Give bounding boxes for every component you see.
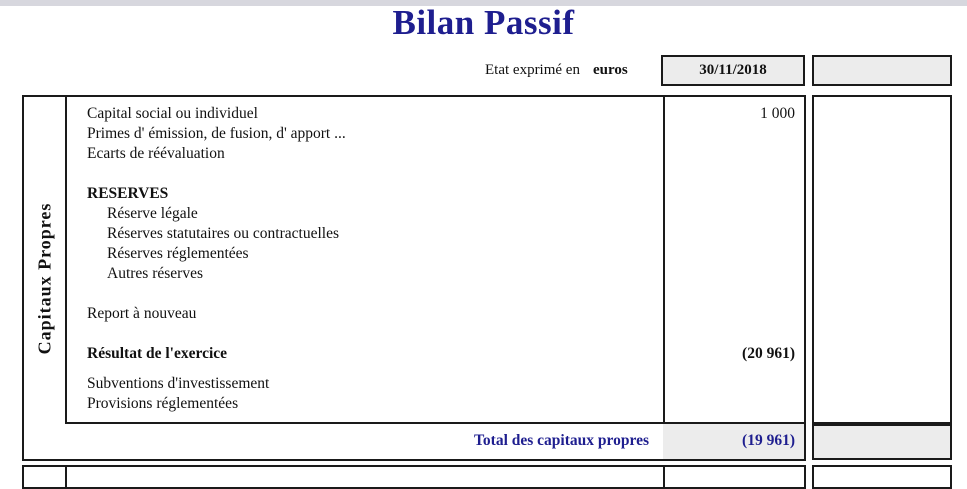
line-item-label: Report à nouveau — [87, 305, 197, 322]
capitaux-propres-table — [22, 95, 806, 461]
spacer-row — [67, 284, 804, 304]
second-period-date-field[interactable] — [812, 55, 952, 86]
next-section-table-edge — [22, 465, 806, 489]
line-item-amount — [665, 264, 804, 284]
line-item-label — [67, 364, 665, 374]
line-item-label: RESERVES — [87, 185, 169, 202]
line-item-label: Réserves statutaires ou contractuelles — [107, 225, 339, 242]
line-item-label — [67, 164, 665, 184]
line-item-row — [67, 104, 804, 124]
total-amount-cell: (19 961) — [663, 424, 804, 459]
line-item-label: Subventions d'investissement — [87, 375, 270, 392]
spacer-row — [67, 164, 804, 184]
line-item-row — [67, 394, 804, 414]
line-item-amount — [665, 304, 804, 324]
spacer-row — [67, 324, 804, 344]
line-item-label: Réserve légale — [107, 205, 198, 222]
line-item-amount — [665, 204, 804, 224]
second-period-total-cell — [812, 424, 952, 460]
line-item-row — [67, 264, 804, 284]
line-item-amount — [665, 164, 804, 184]
line-item-row — [67, 244, 804, 264]
line-items-area — [67, 104, 804, 414]
line-item-row — [67, 124, 804, 144]
line-item-label — [67, 324, 665, 344]
line-item-label: Capital social ou individuel — [87, 105, 258, 122]
page-title: Bilan Passif — [392, 3, 575, 42]
line-item-amount — [665, 184, 804, 204]
line-item-amount — [665, 394, 804, 414]
line-item-amount — [665, 124, 804, 144]
line-item-amount — [665, 374, 804, 394]
total-row — [65, 422, 804, 459]
period-date-field[interactable]: 30/11/2018 — [661, 55, 805, 86]
total-label: Total des capitaux propres — [65, 424, 663, 459]
section-side-column — [24, 97, 67, 459]
line-item-label: Provisions réglementées — [87, 395, 239, 412]
line-item-amount — [665, 244, 804, 264]
line-item-amount: 1 000 — [760, 105, 795, 122]
spacer-row — [67, 364, 804, 374]
line-item-row — [67, 374, 804, 394]
line-item-label: Autres réserves — [107, 265, 203, 282]
section-name-vertical-label: Capitaux Propres — [34, 202, 54, 354]
line-item-amount — [665, 284, 804, 304]
line-item-label: Ecarts de réévaluation — [87, 145, 225, 162]
line-item-amount — [665, 224, 804, 244]
line-item-amount — [665, 144, 804, 164]
currency-label: euros — [593, 62, 628, 78]
next-section-right-column-edge — [812, 465, 952, 489]
line-item-amount: (20 961) — [742, 345, 795, 362]
next-section-side-divider — [65, 467, 67, 487]
line-item-row — [67, 304, 804, 324]
line-item-row — [67, 224, 804, 244]
second-period-values-column — [812, 95, 952, 424]
line-item-label — [67, 284, 665, 304]
line-item-row — [67, 144, 804, 164]
line-item-label: Primes d' émission, de fusion, d' apport ... — [87, 125, 346, 142]
line-item-row — [67, 204, 804, 224]
next-section-amount-divider — [663, 467, 665, 487]
line-item-amount — [665, 364, 804, 374]
line-item-amount — [665, 324, 804, 344]
expressed-in-label: Etat exprimé en — [485, 62, 580, 78]
line-item-row — [67, 184, 804, 204]
line-item-label: Résultat de l'exercice — [87, 345, 228, 362]
line-item-label: Réserves réglementées — [107, 245, 249, 262]
line-item-row — [67, 344, 804, 364]
